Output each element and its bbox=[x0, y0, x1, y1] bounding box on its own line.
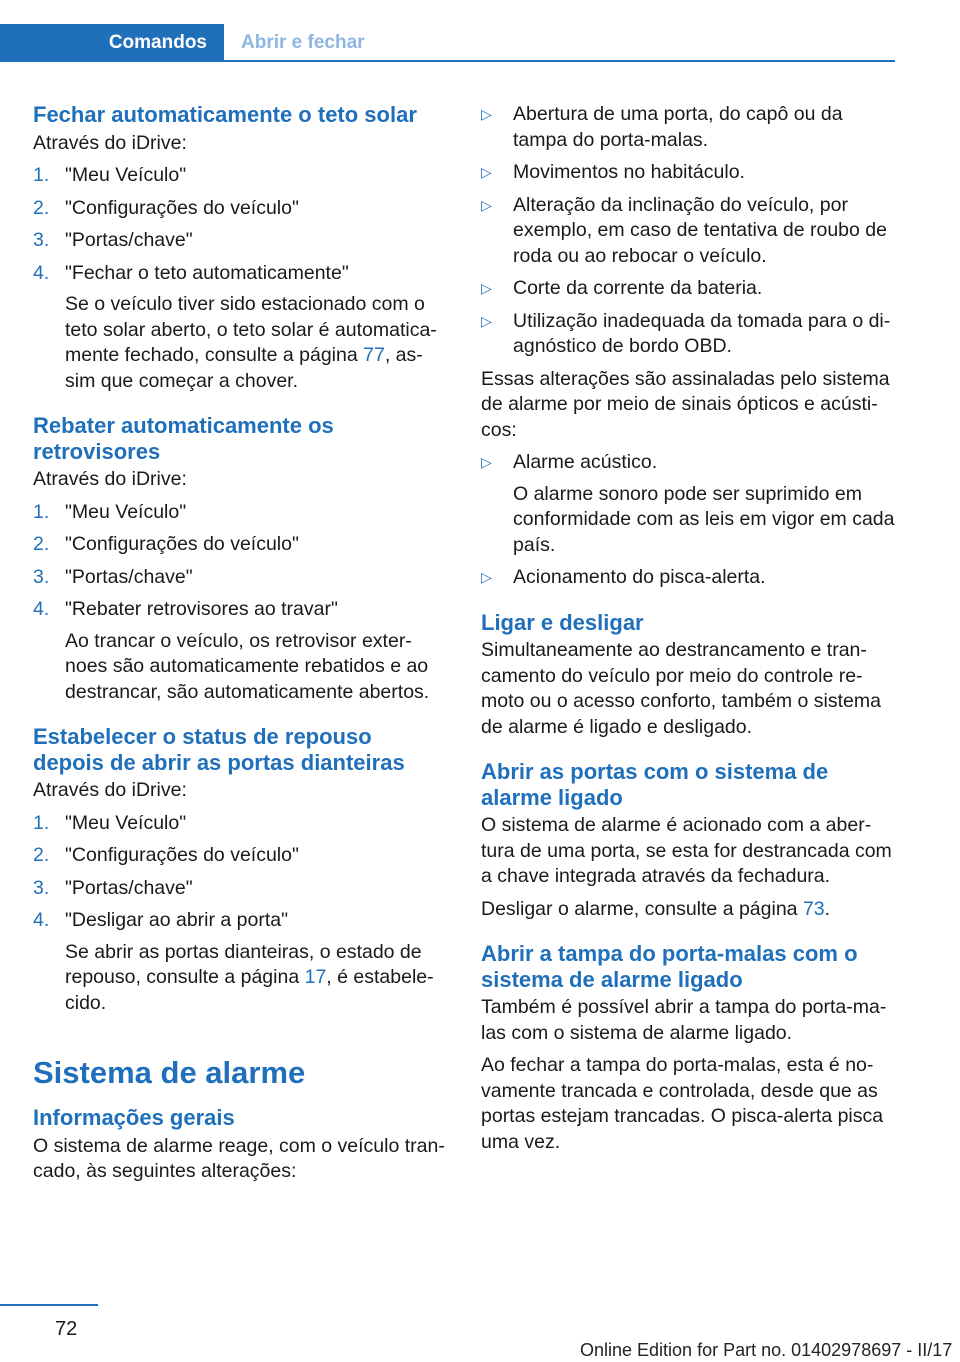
list-item bbox=[481, 565, 895, 591]
section-title-abrir-tampa: Abrir a tampa do porta-malas com o sistema de alarme ligado bbox=[481, 941, 858, 992]
list-item-text bbox=[513, 450, 895, 558]
list-number: 1. bbox=[33, 500, 50, 523]
list-number: 3. bbox=[33, 229, 50, 251]
list-item-label: Alarme acústico. bbox=[513, 451, 658, 473]
list-number: 2. bbox=[33, 196, 50, 219]
list-number: 1. bbox=[33, 811, 50, 834]
paragraph-text: Desligar o alarme, consulte a página bbox=[481, 897, 803, 920]
section-intro: Através do iDrive: bbox=[33, 131, 187, 154]
list-item-label: "Rebater retrovisores ao travar" bbox=[65, 598, 338, 620]
footer-divider bbox=[0, 1304, 98, 1306]
paragraph bbox=[481, 897, 895, 923]
list-number: 3. bbox=[33, 565, 50, 588]
bullet-list bbox=[481, 102, 895, 360]
list-item-text: "Configurações do veículo" bbox=[65, 196, 299, 219]
list-item-note bbox=[65, 940, 448, 1017]
list-item-text: Movimentos no habitáculo. bbox=[513, 161, 745, 183]
list-item bbox=[33, 597, 448, 705]
tab-comandos-label: Comandos bbox=[108, 32, 207, 53]
paragraph: Também é possível abrir a tampa do porta-ma‐las com o sistema de alarme ligado. bbox=[481, 996, 887, 1044]
list-number: 1. bbox=[33, 164, 50, 186]
left-column bbox=[33, 102, 448, 1192]
page-link[interactable]: 73 bbox=[802, 897, 825, 920]
list-item bbox=[481, 160, 895, 186]
paragraph: Ao fechar a tampa do porta-malas, esta é no‐vamente trancada e controlada, desde que as portas estejam trancadas. O pisca-alerta pisca uma vez. bbox=[481, 1054, 884, 1153]
list-item-text: "Meu Veículo" bbox=[65, 164, 187, 186]
list-item bbox=[33, 532, 448, 558]
list-item-label: "Desligar ao abrir a porta" bbox=[65, 909, 289, 931]
triangle-bullet-icon: ▷ bbox=[481, 454, 492, 470]
paragraph-text: . bbox=[824, 897, 831, 920]
list-item bbox=[33, 500, 448, 526]
bullet-list bbox=[481, 450, 895, 591]
list-item bbox=[33, 163, 448, 189]
list-item-note bbox=[65, 292, 448, 394]
list-item bbox=[33, 565, 448, 591]
list-item-text: Corte da corrente da bateria. bbox=[513, 277, 763, 299]
section-intro: Através do iDrive: bbox=[33, 468, 187, 490]
list-item bbox=[33, 228, 448, 254]
list-item bbox=[481, 193, 895, 270]
list-item-text: Acionamento do pisca-alerta. bbox=[513, 566, 766, 588]
list-item bbox=[481, 276, 895, 302]
paragraph: Simultaneamente ao destrancamento e tran‐camento do veículo por meio do controle re‐moto ou o acesso conforto, também o sistema de alarme é ligado e desligado. bbox=[481, 639, 881, 738]
note-text: , é estabele‐cido. bbox=[65, 966, 434, 1014]
list-item-text: "Meu Veículo" bbox=[65, 811, 187, 834]
tab-comandos[interactable] bbox=[0, 24, 224, 62]
tab-abrir-e-fechar[interactable] bbox=[241, 24, 365, 62]
paragraph: O sistema de alarme reage, com o veículo tran‐cado, às seguintes alterações: bbox=[33, 1134, 445, 1182]
list-item bbox=[33, 876, 448, 902]
list-item-text bbox=[65, 261, 448, 395]
section-title-status-repouso: Estabelecer o status de repouso depois de abrir as portas dianteiras bbox=[33, 724, 405, 775]
chapter-title-sistema-de-alarme: Sistema de alarme bbox=[33, 1055, 306, 1090]
list-item-text: Utilização inadequada da tomada para o di‐agnóstico de bordo OBD. bbox=[513, 309, 891, 357]
right-column bbox=[481, 102, 895, 1162]
list-item bbox=[33, 811, 448, 837]
list-item bbox=[33, 843, 448, 869]
list-number: 4. bbox=[33, 598, 50, 620]
page-number: 72 bbox=[55, 1318, 78, 1340]
list-number: 2. bbox=[33, 844, 50, 866]
numbered-list bbox=[33, 500, 448, 706]
note-text: Se abrir as portas dianteiras, o estado de repouso, consulte a página bbox=[65, 940, 422, 988]
section-title-informacoes-gerais: Informações gerais bbox=[33, 1105, 235, 1130]
paragraph: Essas alterações são assinaladas pelo sistema de alarme por meio de sinais ópticos e acústi‐cos: bbox=[481, 367, 890, 441]
list-number: 4. bbox=[33, 909, 50, 931]
list-item bbox=[481, 309, 895, 360]
list-item-text: Abertura de uma porta, do capô ou da tampa do porta-malas. bbox=[513, 103, 843, 151]
header-divider bbox=[0, 60, 895, 62]
triangle-bullet-icon: ▷ bbox=[481, 280, 492, 296]
section-title-abrir-portas: Abrir as portas com o sistema de alarme ligado bbox=[481, 759, 829, 810]
section-title-ligar-desligar: Ligar e desligar bbox=[481, 609, 644, 635]
tab-abrir-e-fechar-label: Abrir e fechar bbox=[241, 32, 365, 53]
list-item-text: "Portas/chave" bbox=[65, 229, 193, 251]
triangle-bullet-icon: ▷ bbox=[481, 164, 492, 180]
list-item-text: Alteração da inclinação do veículo, por exemplo, em caso de tentativa de roubo de roda ou ao rebocar o veículo. bbox=[513, 193, 887, 267]
list-item-label: "Fechar o teto automaticamente" bbox=[65, 261, 349, 284]
list-item-text bbox=[65, 597, 448, 705]
list-item bbox=[481, 102, 895, 153]
list-item-text: "Portas/chave" bbox=[65, 565, 193, 588]
list-number: 4. bbox=[33, 261, 50, 284]
list-item-text: "Configurações do veículo" bbox=[65, 844, 299, 866]
section-title-teto-solar: Fechar automaticamente o teto solar bbox=[33, 102, 417, 127]
list-number: 2. bbox=[33, 533, 50, 555]
list-item bbox=[33, 261, 448, 395]
list-item-note: O alarme sonoro pode ser suprimido em conformidade com as leis em vigor em cada país. bbox=[513, 482, 895, 556]
list-item-text: "Configurações do veículo" bbox=[65, 533, 299, 555]
note-text: Se o veículo tiver sido estacionado com o teto solar aberto, o teto solar é automatica‐mente fechado, consulte a página bbox=[65, 293, 437, 366]
page-link[interactable]: 77 bbox=[363, 344, 385, 366]
list-item-note: Ao trancar o veículo, os retrovisor exter‐noes são automaticamente rebatidos e ao destrancar, são automaticamente abertos. bbox=[65, 629, 430, 703]
numbered-list bbox=[33, 811, 448, 1017]
list-item bbox=[481, 450, 895, 558]
paragraph: O sistema de alarme é acionado com a aber‐tura de uma porta, se esta for destrancada com a chave integrada através da fechadura. bbox=[481, 814, 892, 887]
list-item-text bbox=[65, 908, 448, 1016]
numbered-list bbox=[33, 163, 448, 394]
triangle-bullet-icon: ▷ bbox=[481, 312, 492, 329]
edition-text: Online Edition for Part no. 01402978697 - II/17 bbox=[580, 1340, 953, 1360]
triangle-bullet-icon: ▷ bbox=[481, 569, 492, 585]
list-item-text: "Meu Veículo" bbox=[65, 500, 187, 523]
triangle-bullet-icon: ▷ bbox=[481, 106, 492, 122]
section-intro: Através do iDrive: bbox=[33, 779, 187, 801]
page-link[interactable]: 17 bbox=[304, 966, 327, 988]
list-item bbox=[33, 908, 448, 1016]
list-item-text: "Portas/chave" bbox=[65, 876, 193, 899]
triangle-bullet-icon: ▷ bbox=[481, 196, 492, 213]
note-text: , as‐sim que começar a chover. bbox=[65, 344, 423, 392]
section-title-retrovisores: Rebater automaticamente os retrovisores bbox=[33, 413, 334, 464]
list-number: 3. bbox=[33, 876, 50, 899]
list-item bbox=[33, 196, 448, 222]
